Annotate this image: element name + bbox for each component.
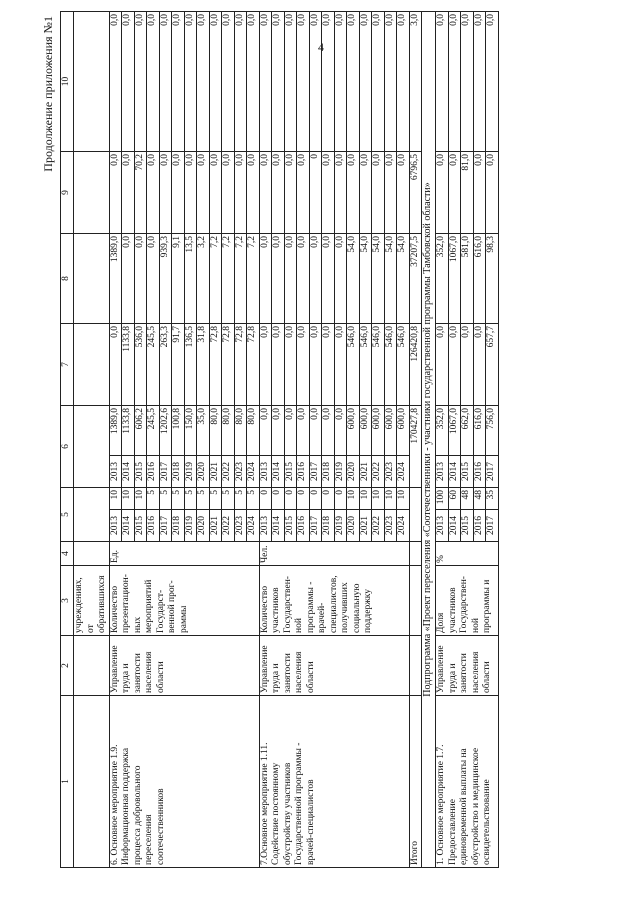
totals-label: Итого: [409, 696, 422, 868]
indicator-value: 10: [384, 488, 397, 510]
regional-amount: 0,0: [284, 234, 297, 324]
federal-amount: 0,0: [322, 324, 335, 406]
col-number: 9: [61, 152, 74, 234]
federal-amount: 0,0: [297, 324, 310, 406]
regional-amount: 54,0: [372, 234, 385, 324]
finance-year: 2017: [486, 456, 499, 488]
extra-amount: 0,0: [222, 12, 235, 152]
col-number: 3: [61, 566, 74, 636]
column-numbers-row: [61, 12, 74, 868]
total-amount: 0,0: [334, 406, 347, 456]
local-amount: 0,0: [109, 152, 122, 234]
local-amount: 0,0: [122, 152, 135, 234]
indicator-year: 2020: [197, 510, 210, 542]
indicator-value: 10: [134, 488, 147, 510]
indicator-year: 2015: [284, 510, 297, 542]
total-amount: 100,8: [172, 406, 185, 456]
extra-amount: 0,0: [172, 12, 185, 152]
subprogram-title: Подпрограмма «Проект переселения «Соотечественники - участники государственной программы Тамбовской области»: [422, 12, 436, 868]
federal-amount: 546,0: [372, 324, 385, 406]
total-amount: 600,0: [359, 406, 372, 456]
federal-amount: 0,0: [473, 324, 486, 406]
total-amount: 80,0: [247, 406, 260, 456]
federal-amount: 72,8: [222, 324, 235, 406]
local-amount: 0,0: [197, 152, 210, 234]
finance-year: 2018: [172, 456, 185, 488]
indicator-year: 2021: [209, 510, 222, 542]
federal-amount: 546,0: [359, 324, 372, 406]
total-amount: 756,0: [486, 406, 499, 456]
total-value: 37207,5: [409, 234, 422, 324]
indicator-value: 10: [397, 488, 410, 510]
local-amount: 70,2: [134, 152, 147, 234]
finance-year: 2019: [184, 456, 197, 488]
finance-year: 2013: [436, 456, 449, 488]
executor-name: Управление труда и занятости населения области: [109, 636, 259, 696]
indicator-year: 2022: [222, 510, 235, 542]
indicator-year: 2014: [122, 510, 135, 542]
measure-name: 7.Основное мероприятие 1.11. Содействие постоянному обустройству участников Государственной программы - врачей-специалистов: [259, 696, 409, 868]
indicator-year: 2017: [486, 510, 499, 542]
extra-amount: 0,0: [272, 12, 285, 152]
local-amount: 0,0: [448, 152, 461, 234]
col-number: 4: [61, 542, 74, 566]
indicator-year: 2024: [397, 510, 410, 542]
regional-amount: 7,2: [209, 234, 222, 324]
col-number: 2: [61, 636, 74, 696]
local-amount: 0,0: [284, 152, 297, 234]
year-row: [259, 12, 272, 868]
finance-year: 2015: [461, 456, 474, 488]
extra-amount: 0,0: [347, 12, 360, 152]
col-number: 7: [61, 324, 74, 406]
indicator-year: 2022: [372, 510, 385, 542]
page-number: 4: [318, 40, 324, 54]
indicator-value: 5: [222, 488, 235, 510]
col-number: 1: [61, 696, 74, 868]
local-amount: 0,0: [322, 152, 335, 234]
federal-amount: 657,7: [486, 324, 499, 406]
local-amount: 0,0: [234, 152, 247, 234]
indicator-value: 0: [284, 488, 297, 510]
indicator-value: 5: [172, 488, 185, 510]
indicator-value: 60: [448, 488, 461, 510]
regional-amount: 7,2: [247, 234, 260, 324]
total-amount: 35,0: [197, 406, 210, 456]
finance-year: 2021: [209, 456, 222, 488]
indicator-value: 0: [297, 488, 310, 510]
indicator-year: 2021: [359, 510, 372, 542]
indicator-value: 48: [461, 488, 474, 510]
regional-amount: 13,5: [184, 234, 197, 324]
indicator-year: 2020: [347, 510, 360, 542]
total-amount: 1133,8: [122, 406, 135, 456]
regional-amount: 3,2: [197, 234, 210, 324]
regional-amount: 1067,0: [448, 234, 461, 324]
local-amount: 0,0: [209, 152, 222, 234]
regional-amount: 54,0: [359, 234, 372, 324]
federal-amount: 0,0: [309, 324, 322, 406]
finance-year: 2024: [397, 456, 410, 488]
indicator-year: 2019: [184, 510, 197, 542]
measure-name: 1. Основное мероприятие 1.7. Предоставление единовременной выплаты на обустройство и медицинское освидетельствование: [436, 696, 499, 868]
indicator-year: 2015: [134, 510, 147, 542]
executor-name: Управление труда и занятости населения области: [436, 636, 499, 696]
local-amount: 0,0: [372, 152, 385, 234]
total-amount: 0,0: [309, 406, 322, 456]
regional-amount: 98,3: [486, 234, 499, 324]
regional-amount: 0,0: [309, 234, 322, 324]
total-value: 170427,8: [409, 406, 422, 488]
extra-amount: 0,0: [309, 12, 322, 152]
extra-amount: 0,0: [461, 12, 474, 152]
finance-year: 2017: [159, 456, 172, 488]
indicator-year: 2018: [322, 510, 335, 542]
total-amount: 0,0: [297, 406, 310, 456]
total-value: 126420,8: [409, 324, 422, 406]
extra-amount: 0,0: [334, 12, 347, 152]
finance-year: 2022: [372, 456, 385, 488]
federal-amount: 0,0: [436, 324, 449, 406]
regional-amount: 352,0: [436, 234, 449, 324]
regional-amount: 581,0: [461, 234, 474, 324]
indicator-year: 2017: [159, 510, 172, 542]
extra-amount: 0,0: [234, 12, 247, 152]
extra-amount: 0,0: [359, 12, 372, 152]
federal-amount: 72,8: [209, 324, 222, 406]
indicator-value: 35: [486, 488, 499, 510]
indicator-value: 0: [334, 488, 347, 510]
col-number: 5: [61, 488, 74, 542]
local-amount: 0,0: [297, 152, 310, 234]
indicator-value: 5: [247, 488, 260, 510]
federal-amount: 245,5: [147, 324, 160, 406]
indicator-year: 2016: [297, 510, 310, 542]
indicator-name: Количество участников Государствен- ной программы - врачей- специалистов, получивших социальную поддержку: [259, 566, 409, 636]
total-amount: 80,0: [222, 406, 235, 456]
continuation-heading: Продолжение приложения №1: [41, 16, 55, 172]
local-amount: 0,0: [436, 152, 449, 234]
total-amount: 150,0: [184, 406, 197, 456]
continuation-row: [74, 12, 110, 868]
local-amount: 0,0: [486, 152, 499, 234]
total-amount: 662,0: [461, 406, 474, 456]
regional-amount: 0,0: [147, 234, 160, 324]
total-amount: 80,0: [234, 406, 247, 456]
extra-amount: 0,0: [284, 12, 297, 152]
finance-year: 2017: [309, 456, 322, 488]
local-amount: 0,0: [147, 152, 160, 234]
indicator-value: 10: [109, 488, 122, 510]
indicator-year: 2013: [109, 510, 122, 542]
regional-amount: 939,3: [159, 234, 172, 324]
extra-amount: 0,0: [448, 12, 461, 152]
indicator-year: 2013: [259, 510, 272, 542]
federal-amount: 31,8: [197, 324, 210, 406]
extra-amount: 0,0: [322, 12, 335, 152]
indicator-value: 10: [347, 488, 360, 510]
federal-amount: 72,8: [234, 324, 247, 406]
totals-row: [409, 12, 422, 868]
finance-year: 2015: [284, 456, 297, 488]
indicator-value: 0: [309, 488, 322, 510]
indicator-value: 0: [322, 488, 335, 510]
regional-amount: 0,0: [297, 234, 310, 324]
indicator-year: 2013: [436, 510, 449, 542]
regional-amount: 9,1: [172, 234, 185, 324]
col-number: 10: [61, 12, 74, 152]
finance-year: 2023: [234, 456, 247, 488]
finance-year: 2016: [297, 456, 310, 488]
local-amount: 0,0: [347, 152, 360, 234]
indicator-value: 10: [359, 488, 372, 510]
extra-amount: 0,0: [372, 12, 385, 152]
extra-amount: 0,0: [122, 12, 135, 152]
total-value: 6796,5: [409, 152, 422, 234]
indicator-year: 2014: [448, 510, 461, 542]
rotated-page-content: [27, 0, 627, 880]
local-amount: 0,0: [384, 152, 397, 234]
indicator-value: 5: [184, 488, 197, 510]
local-amount: 0,0: [272, 152, 285, 234]
federal-amount: 1133,8: [122, 324, 135, 406]
indicator-value: 5: [147, 488, 160, 510]
local-amount: 0,0: [259, 152, 272, 234]
finance-year: 2014: [122, 456, 135, 488]
unit: Ед.: [109, 542, 259, 566]
regional-amount: 54,0: [384, 234, 397, 324]
col-number: 6: [61, 406, 74, 488]
regional-amount: 7,2: [234, 234, 247, 324]
federal-amount: 0,0: [109, 324, 122, 406]
executor-name: Управление труда и занятости населения области: [259, 636, 409, 696]
indicator-year: 2017: [309, 510, 322, 542]
finance-year: 2013: [109, 456, 122, 488]
local-amount: 0,0: [359, 152, 372, 234]
total-amount: 1389,0: [109, 406, 122, 456]
unit: Чел.: [259, 542, 409, 566]
regional-amount: 0,0: [134, 234, 147, 324]
finance-year: 2016: [147, 456, 160, 488]
total-amount: 352,0: [436, 406, 449, 456]
local-amount: 0,0: [247, 152, 260, 234]
finance-year: 2015: [134, 456, 147, 488]
federal-amount: 0,0: [284, 324, 297, 406]
regional-amount: 0,0: [322, 234, 335, 324]
total-amount: 0,0: [322, 406, 335, 456]
federal-amount: 0,0: [334, 324, 347, 406]
total-amount: 0,0: [272, 406, 285, 456]
measure-block-1-9: [109, 12, 259, 868]
indicator-year: 2018: [172, 510, 185, 542]
col-number: 8: [61, 234, 74, 324]
regional-amount: 0,0: [259, 234, 272, 324]
finance-year: 2022: [222, 456, 235, 488]
indicator-year: 2016: [473, 510, 486, 542]
regional-amount: 1389,0: [109, 234, 122, 324]
indicator-value: 5: [159, 488, 172, 510]
indicator-value: 10: [372, 488, 385, 510]
indicator-name: Доля участников Государствен- ной программы и: [436, 566, 499, 636]
local-amount: 0,0: [184, 152, 197, 234]
local-amount: 0,0: [334, 152, 347, 234]
finance-year: 2016: [473, 456, 486, 488]
federal-amount: 546,0: [347, 324, 360, 406]
indicator-value: 0: [259, 488, 272, 510]
federal-amount: 536,0: [134, 324, 147, 406]
finance-year: 2020: [197, 456, 210, 488]
indicator-value: 10: [122, 488, 135, 510]
federal-amount: 263,3: [159, 324, 172, 406]
extra-amount: 0,0: [159, 12, 172, 152]
federal-amount: 0,0: [448, 324, 461, 406]
indicator-value: 0: [272, 488, 285, 510]
extra-amount: 0,0: [147, 12, 160, 152]
federal-amount: 0,0: [259, 324, 272, 406]
program-measures-table: [60, 11, 499, 868]
total-amount: 600,0: [347, 406, 360, 456]
finance-year: 2020: [347, 456, 360, 488]
total-value: 3,0: [409, 12, 422, 152]
federal-amount: 91,7: [172, 324, 185, 406]
indicator-year: 2023: [234, 510, 247, 542]
year-row: [109, 12, 122, 868]
extra-amount: 0,0: [486, 12, 499, 152]
total-amount: 600,0: [384, 406, 397, 456]
indicator-name: Количество презентацион- ных мероприятий Государст- венной прог- раммы: [109, 566, 259, 636]
total-amount: 1202,6: [159, 406, 172, 456]
local-amount: 0,0: [159, 152, 172, 234]
total-amount: 1067,0: [448, 406, 461, 456]
local-amount: 0: [309, 152, 322, 234]
local-amount: 0,0: [397, 152, 410, 234]
indicator-value: 5: [234, 488, 247, 510]
local-amount: 0,0: [172, 152, 185, 234]
finance-year: 2014: [448, 456, 461, 488]
extra-amount: 0,0: [247, 12, 260, 152]
total-amount: 0,0: [284, 406, 297, 456]
indicator-value: 5: [209, 488, 222, 510]
extra-amount: 0,0: [197, 12, 210, 152]
extra-amount: 0,0: [384, 12, 397, 152]
local-amount: 81,0: [461, 152, 474, 234]
finance-year: 2018: [322, 456, 335, 488]
regional-amount: 54,0: [347, 234, 360, 324]
total-amount: 600,0: [372, 406, 385, 456]
regional-amount: 0,0: [272, 234, 285, 324]
finance-year: 2023: [384, 456, 397, 488]
indicator-year: 2014: [272, 510, 285, 542]
extra-amount: 0,0: [436, 12, 449, 152]
extra-amount: 0,0: [209, 12, 222, 152]
finance-year: 2013: [259, 456, 272, 488]
finance-year: 2024: [247, 456, 260, 488]
year-row: [436, 12, 449, 868]
total-amount: 245,5: [147, 406, 160, 456]
federal-amount: 0,0: [272, 324, 285, 406]
finance-year: 2014: [272, 456, 285, 488]
measure-block-1-11: [259, 12, 409, 868]
extra-amount: 0,0: [473, 12, 486, 152]
unit: %: [436, 542, 499, 566]
extra-amount: 0,0: [109, 12, 122, 152]
total-amount: 80,0: [209, 406, 222, 456]
extra-amount: 0,0: [259, 12, 272, 152]
finance-year: 2021: [359, 456, 372, 488]
total-amount: 600,0: [397, 406, 410, 456]
measure-block-1-7: [436, 12, 499, 868]
indicator-text: учреждениях, от обратившихся: [74, 566, 110, 636]
local-amount: 0,0: [222, 152, 235, 234]
finance-year: 2019: [334, 456, 347, 488]
regional-amount: 7,2: [222, 234, 235, 324]
federal-amount: 136,5: [184, 324, 197, 406]
extra-amount: 0,0: [134, 12, 147, 152]
regional-amount: 0,0: [122, 234, 135, 324]
measure-name: 6. Основное мероприятие 1.9. Информационная поддержка процесса добровольного переселения соотечественников: [109, 696, 259, 868]
indicator-value: 100: [436, 488, 449, 510]
total-amount: 616,0: [473, 406, 486, 456]
regional-amount: 54,0: [397, 234, 410, 324]
indicator-year: 2019: [334, 510, 347, 542]
regional-amount: 616,0: [473, 234, 486, 324]
indicator-year: 2023: [384, 510, 397, 542]
indicator-value: 48: [473, 488, 486, 510]
extra-amount: 0,0: [297, 12, 310, 152]
indicator-value: 5: [197, 488, 210, 510]
federal-amount: 72,8: [247, 324, 260, 406]
subprogram-row: [422, 12, 436, 868]
total-amount: 606,2: [134, 406, 147, 456]
indicator-year: 2016: [147, 510, 160, 542]
federal-amount: 546,0: [397, 324, 410, 406]
indicator-year: 2015: [461, 510, 474, 542]
federal-amount: 546,0: [384, 324, 397, 406]
total-amount: 0,0: [259, 406, 272, 456]
extra-amount: 0,0: [397, 12, 410, 152]
indicator-year: 2024: [247, 510, 260, 542]
federal-amount: 0,0: [461, 324, 474, 406]
extra-amount: 0,0: [184, 12, 197, 152]
regional-amount: 0,0: [334, 234, 347, 324]
local-amount: 0,0: [473, 152, 486, 234]
